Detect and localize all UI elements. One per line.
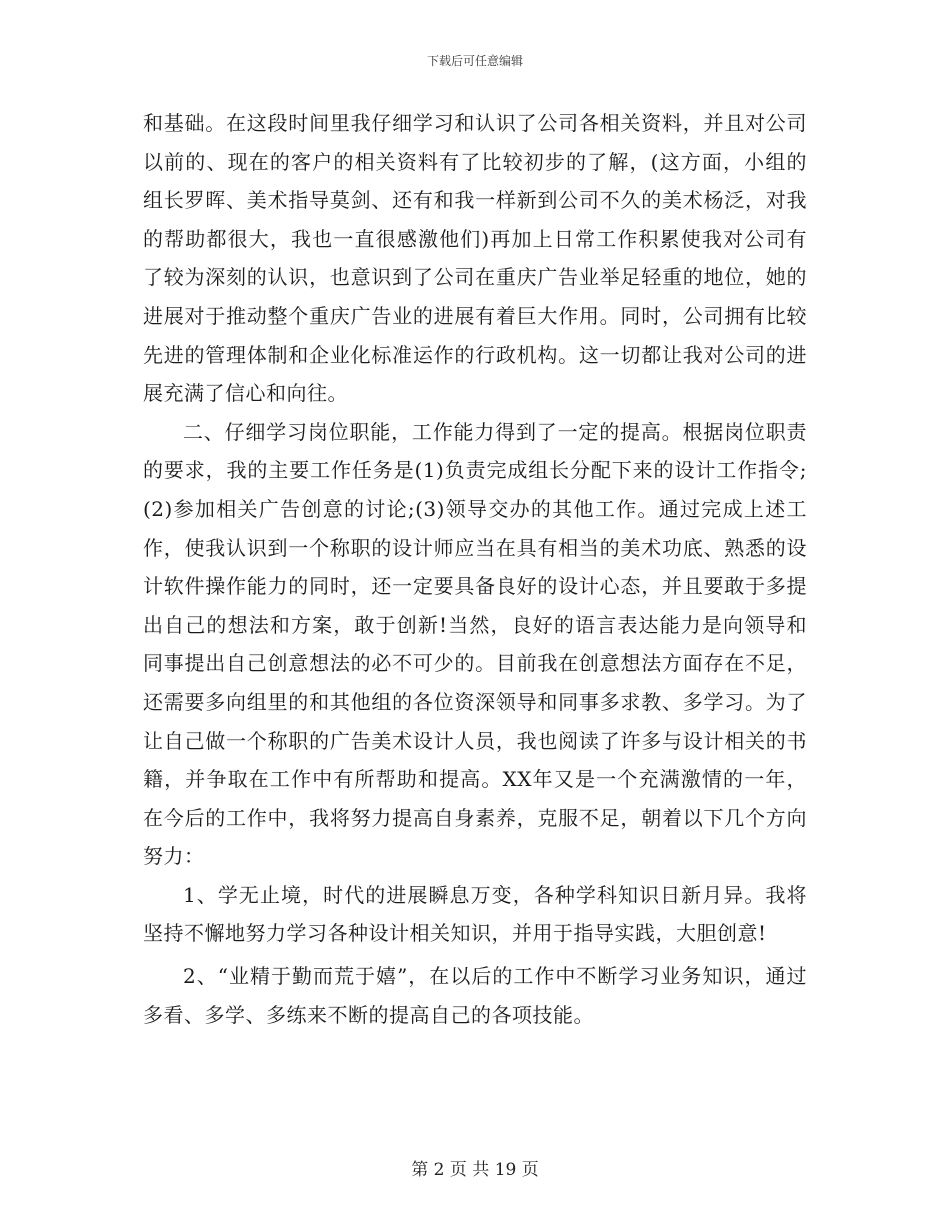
paragraph-continuation: 和基础。在这段时间里我仔细学习和认识了公司各相关资料，并且对公司以前的、现在的客户的相关资料有了比较初步的了解，(这方面，小组的组长罗晖、美术指导莫剑、还有和我一样新到公司不久的美术杨泛，对我的帮助都很大，我也一直很感激他们)再加上日常工作积累使我对公司有了较为深刻的认识，也意识到了公司在重庆广告业举足轻重的地位，她的进展对于推动整个重庆广告业的进展有着巨大作用。同时，公司拥有比较先进的管理体制和企业化标准运作的行政机构。这一切都让我对公司的进展充满了信心和向往。 [143,111,807,406]
page-number: 2 [433,1160,445,1180]
page-header: 下载后可任意编辑 [426,54,523,68]
page-prefix: 第 [411,1160,429,1180]
total-pages: 19 [494,1160,517,1180]
page-suffix: 页 [521,1160,539,1180]
paragraph-item-one: 1、学无止境，时代的进展瞬息万变，各种学科知识日新月异。我将坚持不懈地努力学习各种设计相关知识，并用于指导实践，大胆创意! [143,882,807,946]
paragraph-section-two: 二、仔细学习岗位职能，工作能力得到了一定的提高。根据岗位职责的要求，我的主要工作任务是(1)负责完成组长分配下来的设计工作指令;(2)参加相关广告创意的讨论;(3)领导交办的其他工作。通过完成上述工作，使我认识到一个称职的设计师应当在具有相当的美术功底、熟悉的设计软件操作能力的同时，还一定要具备良好的设计心态，并且要敢于多提出自己的想法和方案，敢于创新!当然，良好的语言表达能力是向领导和同事提出自己创意想法的必不可少的。目前我在创意想法方面存在不足，还需要多向组里的和其他组的各位资深领导和同事多求教、多学习。为了让自己做一个称职的广告美术设计人员，我也阅读了许多与设计相关的书籍，并争取在工作中有所帮助和提高。XX年又是一个充满激情的一年，在今后的工作中，我将努力提高自身素养，克服不足，朝着以下几个方向努力： [143,419,807,869]
paragraph-item-two: 2、“业精于勤而荒于嬉”，在以后的工作中不断学习业务知识，通过多看、多学、多练来不断的提高自己的各项技能。 [143,964,807,1027]
page-middle: 页 共 [449,1160,490,1180]
document-body [143,104,807,1034]
page-footer [0,1155,950,1180]
